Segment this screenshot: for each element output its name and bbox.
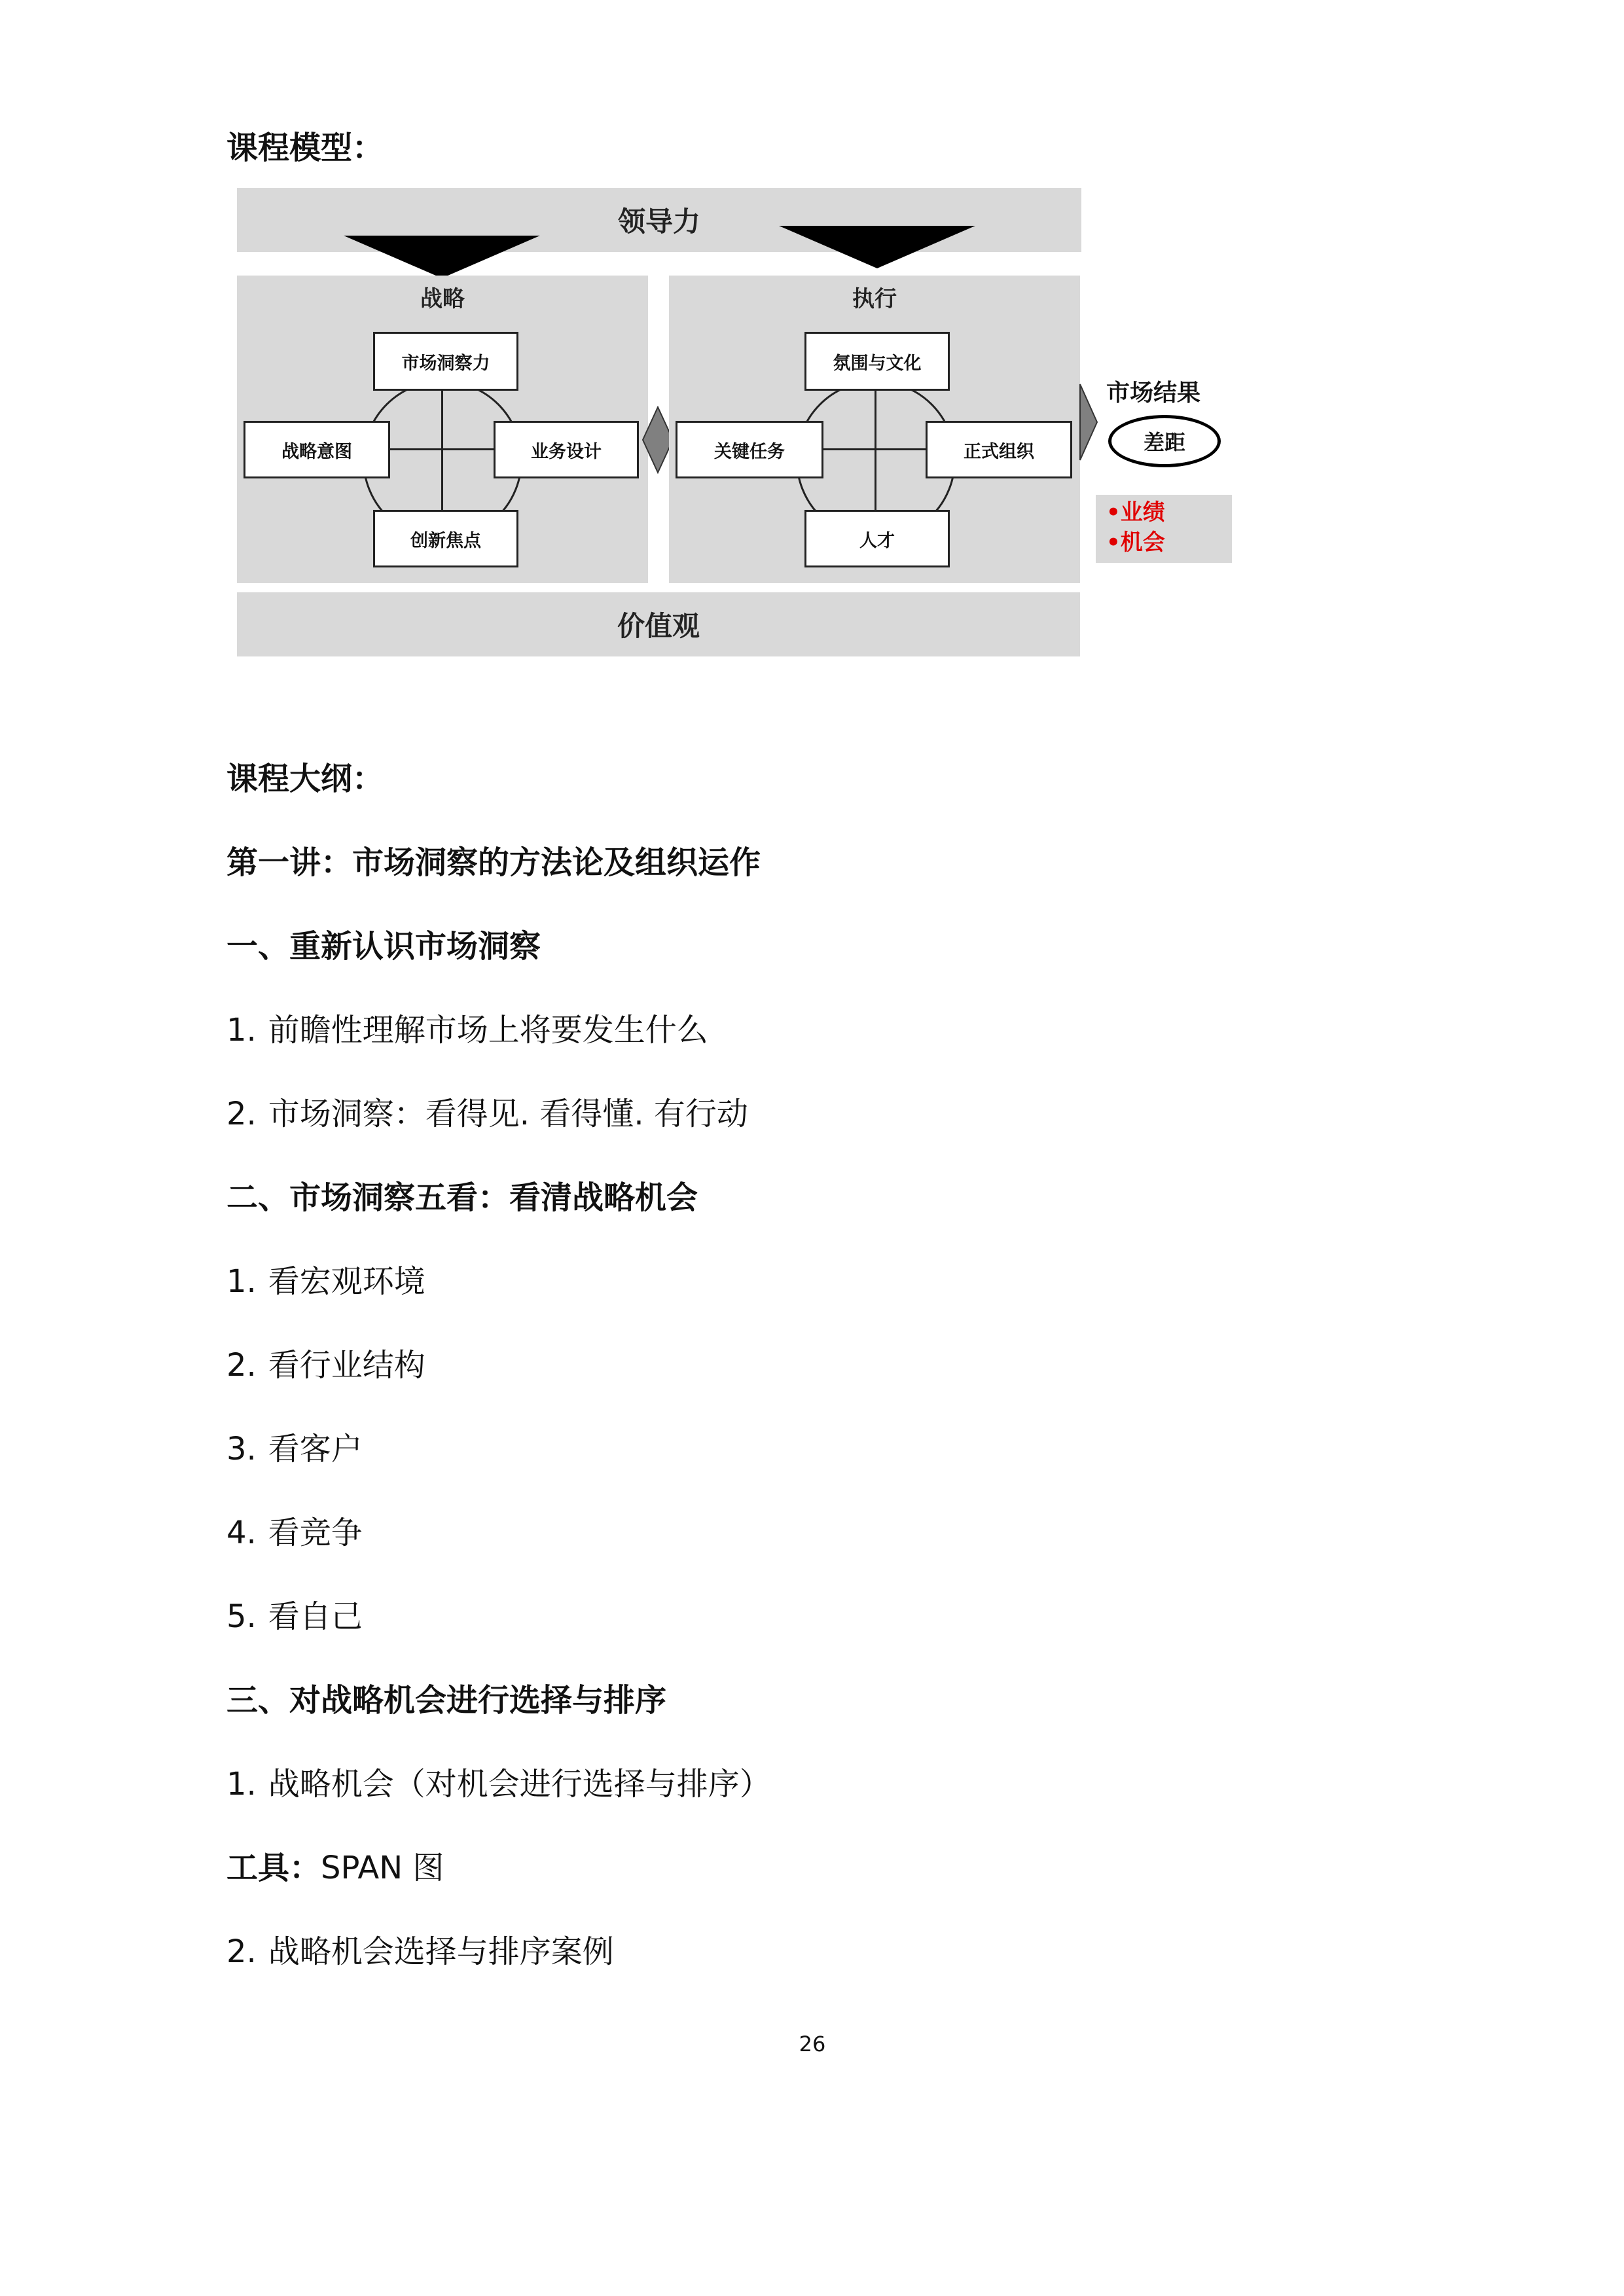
values-band: [237, 592, 1080, 656]
list-item-number: 1.: [226, 1263, 257, 1300]
page-number: 26: [799, 2032, 826, 2056]
list-item-number: 2.: [226, 1347, 257, 1384]
list-item-text: 战略机会选择与排序案例: [268, 1933, 614, 1970]
list-item-number: 2.: [226, 1933, 257, 1970]
execution-down-arrow-icon: [779, 223, 975, 268]
tool-text: SPAN 图: [321, 1850, 444, 1886]
result-right-arrow-icon: [1079, 383, 1098, 461]
innovation-focus-box: 创新焦点: [373, 510, 518, 567]
list-item-number: 1.: [226, 1012, 257, 1049]
execution-panel: [669, 276, 1080, 583]
results-box: [1096, 495, 1232, 563]
list-item-number: 4.: [226, 1515, 257, 1551]
list-item-number: 3.: [226, 1431, 257, 1467]
lecture-title: 第一讲：市场洞察的方法论及组织运作: [226, 844, 761, 881]
business-design-box: 业务设计: [494, 421, 639, 478]
list-item-text: 看自己: [268, 1598, 363, 1635]
list-item-number: 1.: [226, 1766, 257, 1803]
market-insight-box: 市场洞察力: [373, 332, 518, 391]
tool-label: 工具：: [226, 1850, 321, 1886]
course-model-diagram: [0, 0, 1624, 668]
talent-box: 人才: [804, 510, 950, 567]
list-item: [226, 1346, 425, 1385]
model-heading: 课程模型：: [226, 130, 384, 166]
strategy-vertical-line: [441, 367, 443, 524]
list-item: [226, 1597, 363, 1636]
formal-organization-box: 正式组织: [926, 421, 1072, 478]
list-item-text: 看宏观环境: [268, 1263, 425, 1300]
execution-title: 执行: [852, 286, 897, 312]
section-1-title: 一、重新认识市场洞察: [226, 928, 541, 965]
values-label: 价值观: [617, 610, 700, 642]
climate-culture-box: 氛围与文化: [804, 332, 950, 391]
tool-line: [226, 1848, 444, 1888]
list-item-number: 5.: [226, 1598, 257, 1635]
execution-vertical-line: [875, 367, 876, 524]
list-item-text: 看行业结构: [268, 1347, 425, 1384]
gap-oval: [1108, 415, 1221, 467]
gap-label: 差距: [1143, 430, 1185, 455]
result-item-performance: •业绩: [1106, 499, 1165, 526]
list-item-text: 看客户: [268, 1431, 363, 1467]
outline-heading: 课程大纲：: [226, 761, 384, 797]
list-item: [226, 1094, 748, 1134]
strategy-down-arrow-icon: [344, 232, 540, 278]
leadership-label: 领导力: [617, 206, 700, 238]
strategy-title: 战略: [420, 286, 465, 312]
result-item-opportunity: •机会: [1106, 529, 1165, 556]
list-item: [226, 1765, 771, 1804]
market-result-title: 市场结果: [1106, 380, 1201, 406]
list-item: [226, 1932, 614, 1971]
list-item-text: 看竞争: [268, 1515, 363, 1551]
list-item: [226, 1011, 708, 1050]
list-item: [226, 1262, 425, 1301]
list-item-number: 2.: [226, 1096, 257, 1132]
list-item-text: 市场洞察：看得见. 看得懂. 有行动: [268, 1096, 748, 1132]
section-2-title: 二、市场洞察五看：看清战略机会: [226, 1179, 698, 1216]
list-item: [226, 1513, 363, 1552]
strategy-panel: [237, 276, 648, 583]
list-item-text: 前瞻性理解市场上将要发生什么: [268, 1012, 708, 1049]
key-tasks-box: 关键任务: [676, 421, 823, 478]
list-item-text: 战略机会（对机会进行选择与排序）: [268, 1766, 771, 1803]
list-item: [226, 1429, 363, 1469]
section-3-title: 三、对战略机会进行选择与排序: [226, 1682, 667, 1719]
strategic-intent-box: 战略意图: [244, 421, 390, 478]
